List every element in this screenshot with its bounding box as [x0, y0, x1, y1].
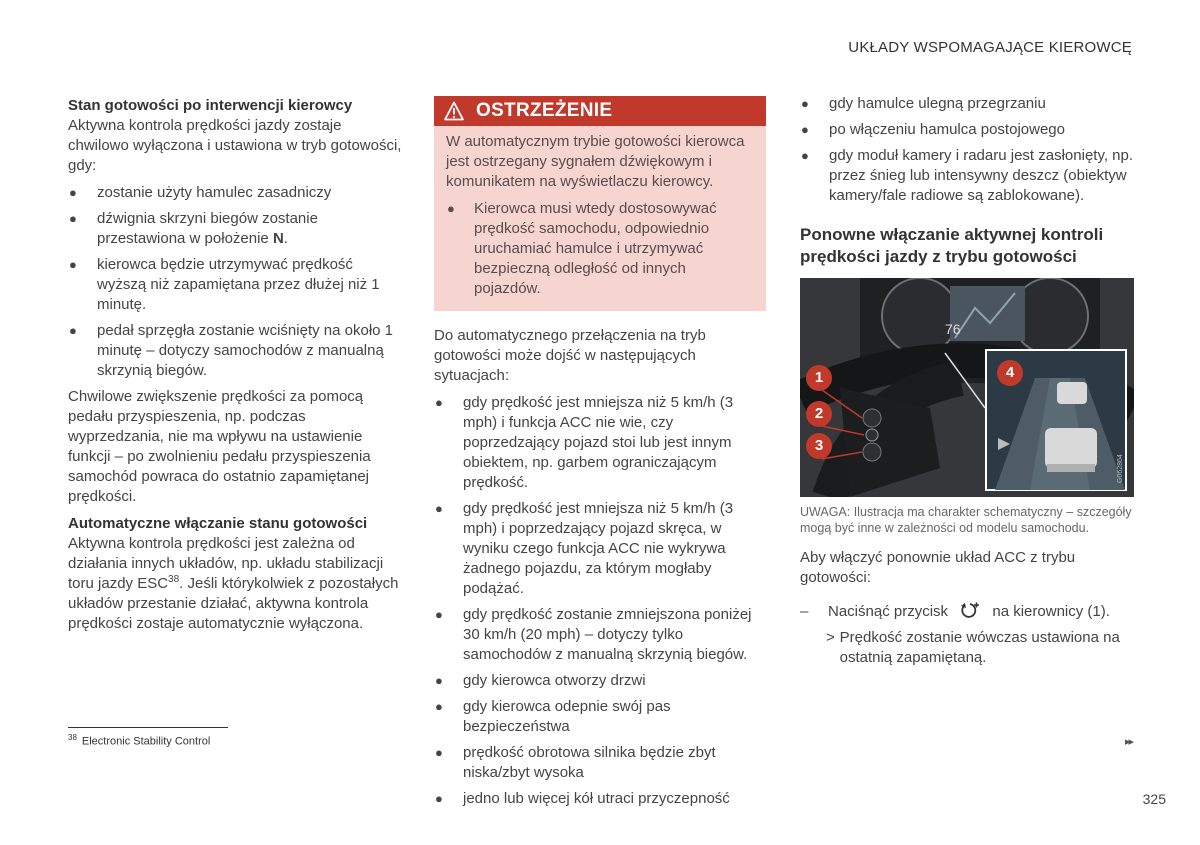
column-left: [68, 96, 404, 634]
list-standby: [68, 183, 404, 381]
list-item: [434, 789, 766, 809]
list-item-text: gdy hamulce ulegną przegrzaniu: [829, 95, 1046, 112]
bullet-icon: ●: [435, 673, 443, 688]
warning-header: [434, 96, 766, 126]
list-item-text: Kierowca musi wtedy dostosowywać prędkość samochodu, odpowiednio uruchamiać hamulce i utrzymywać bezpieczną odległość od innych pojazdów.: [474, 200, 717, 297]
list-item-text: gdy kierowca otworzy drzwi: [463, 672, 646, 689]
list-item-text: gdy moduł kamery i radaru jest zasłonięty, np. przez śnieg lub intensywny deszcz (obiektyw kamery/fale radiowe są zablokowane).: [829, 147, 1134, 204]
result-text: Prędkość zostanie wówczas ustawiona na ostatnią zapamiętaną.: [839, 629, 1120, 666]
warning-triangle-icon: [444, 101, 464, 121]
callout-4: 4: [997, 360, 1023, 386]
list-situations: [434, 393, 766, 809]
step-text-a: Naciśnąć przycisk: [828, 603, 949, 620]
list-item-text: po włączeniu hamulca postojowego: [829, 121, 1065, 138]
callout-2: 2: [806, 401, 832, 427]
page-number: 325: [1142, 791, 1166, 807]
bullet-icon: ●: [69, 323, 77, 338]
warning-list: [446, 199, 754, 299]
bullet-icon: ●: [435, 699, 443, 714]
gear-suffix: .: [283, 230, 288, 247]
step-marker: –: [800, 603, 809, 620]
list-item: [800, 146, 1134, 206]
heading-auto-standby: Automatyczne włączanie stanu gotowości: [68, 515, 368, 532]
bullet-icon: ●: [69, 257, 77, 272]
list-item: [434, 499, 766, 599]
column-right: [800, 94, 1134, 668]
heading-standby: Stan gotowości po interwencji kierowcy: [68, 97, 353, 114]
para-auto-text: Aktywna kontrola prędkości jest zależna od działania innych układów, np. układu stabilizacji toru jazdy ESC: [68, 535, 384, 592]
footnote: [68, 733, 210, 748]
list-item: [434, 393, 766, 493]
list-item-text: kierowca będzie utrzymywać prędkość wyższą niż zapamiętana przez dłużej niż 1 minutę.: [97, 256, 380, 313]
para-accel: Chwilowe zwiększenie prędkości za pomocą pedału przyspieszenia, np. podczas wyprzedzania, nie ma wpływu na ustawienie funkcji – po zwolnieniu pedału przyspieszenia samochód powraca do ostatnio zapamiętanej prędkości.: [68, 388, 371, 505]
bullet-icon: ●: [69, 211, 77, 226]
list-item-text: pedał sprzęgła zostanie wciśnięty na około 1 minutę – dotyczy samochodów z manualną skrzynią biegów.: [97, 322, 394, 379]
footnote-text: Electronic Stability Control: [81, 735, 211, 748]
warning-body: [434, 126, 766, 311]
steering-wheel-illustration: [800, 278, 1134, 497]
footnote-divider: [68, 727, 228, 728]
callout-3: 3: [806, 433, 832, 459]
next-page-arrows-icon[interactable]: ▸▸: [1124, 736, 1132, 748]
warning-text: W automatycznym trybie gotowości kierowca jest ostrzegany sygnałem dźwiękowym i komunikatem na wyświetlaczu kierowcy.: [446, 133, 745, 190]
section-header: UKŁADY WSPOMAGAJĄCE KIEROWCĘ: [848, 39, 1132, 56]
column-middle: [434, 96, 766, 815]
result-marker: >: [826, 629, 835, 646]
para-situations: Do automatycznego przełączenia na tryb gotowości może dojść w następujących sytuacjach:: [434, 327, 706, 384]
list-item: [800, 120, 1134, 140]
list-item: [68, 209, 404, 249]
list-item: [434, 671, 766, 691]
bullet-icon: ●: [435, 395, 443, 410]
dashboard-drawing: [800, 278, 1134, 497]
figure-caption: UWAGA: Ilustracja ma charakter schematyczny – szczegóły mogą być inne w zależności od modelu samochodu.: [800, 505, 1132, 535]
list-item: [68, 255, 404, 315]
image-code: G062864: [1117, 454, 1124, 483]
list-item-text: gdy kierowca odepnie swój pas bezpieczeństwa: [463, 698, 671, 735]
callout-1: 1: [806, 365, 832, 391]
gear-letter: N: [272, 230, 284, 247]
para-auto-text-end: . Jeśli którykolwiek z pozostałych układów przestanie działać, aktywna kontrola prędkości zostaje automatycznie wyłączona.: [68, 575, 399, 632]
list-item: [434, 697, 766, 737]
bullet-icon: ●: [435, 745, 443, 760]
resume-button-icon: [960, 602, 980, 618]
bullet-icon: ●: [801, 122, 809, 137]
bullet-icon: ●: [801, 148, 809, 163]
warning-box: [434, 96, 766, 311]
bullet-icon: ●: [435, 791, 443, 806]
list-item-text: dźwignia skrzyni biegów zostanie przestawiona w położenie: [97, 210, 318, 247]
list-standby-cont: [800, 94, 1134, 206]
bullet-icon: ●: [69, 185, 77, 200]
heading-resume: Ponowne włączanie aktywnej kontroli prędkości jazdy z trybu gotowości: [800, 225, 1104, 266]
instruction-step: [800, 602, 1134, 622]
bullet-icon: ●: [801, 96, 809, 111]
list-item: [800, 94, 1134, 114]
list-item: [68, 321, 404, 381]
speed-readout: 76: [945, 321, 961, 337]
list-item: [446, 199, 754, 299]
list-item-text: gdy prędkość jest mniejsza niż 5 km/h (3 mph) i funkcja ACC nie wie, czy poprzedzający pojazd stoi lub jest innym obiektem, np. garbem ograniczającym prędkość.: [463, 394, 734, 491]
list-item-text: gdy prędkość zostanie zmniejszona poniżej 30 km/h (20 mph) – dotyczy tylko samochodów z manualną skrzynią biegów.: [463, 606, 752, 663]
instruction-result: [800, 628, 1134, 668]
list-item-text: jedno lub więcej kół utraci przyczepność: [463, 790, 730, 807]
list-item-text: prędkość obrotowa silnika będzie zbyt niska/zbyt wysoka: [463, 744, 716, 781]
list-item-text: zostanie użyty hamulec zasadniczy: [97, 184, 332, 201]
bullet-icon: ●: [435, 607, 443, 622]
list-item: [434, 605, 766, 665]
bullet-icon: ●: [435, 501, 443, 516]
para-auto-standby: [68, 534, 404, 634]
para-resume: Aby włączyć ponownie układ ACC z trybu gotowości:: [800, 549, 1076, 586]
list-item-text: gdy prędkość jest mniejsza niż 5 km/h (3 mph) i poprzedzający pojazd skręca, w wyniku czego funkcja ACC nie wykrywa żadnego pojazdu, za którym mogłaby podążać.: [463, 500, 734, 597]
footnote-ref[interactable]: 38: [168, 574, 180, 585]
step-text-b: na kierownicy (1).: [992, 603, 1110, 620]
para-standby: Aktywna kontrola prędkości jazdy zostaje chwilowo wyłączona i ustawiona w tryb gotowości, gdy:: [68, 117, 402, 174]
bullet-icon: ●: [447, 201, 455, 216]
step-text: [828, 602, 1110, 622]
list-item: [434, 743, 766, 783]
list-item: [68, 183, 404, 203]
footnote-number: 38: [68, 733, 77, 742]
warning-title: OSTRZEŻENIE: [476, 100, 613, 121]
